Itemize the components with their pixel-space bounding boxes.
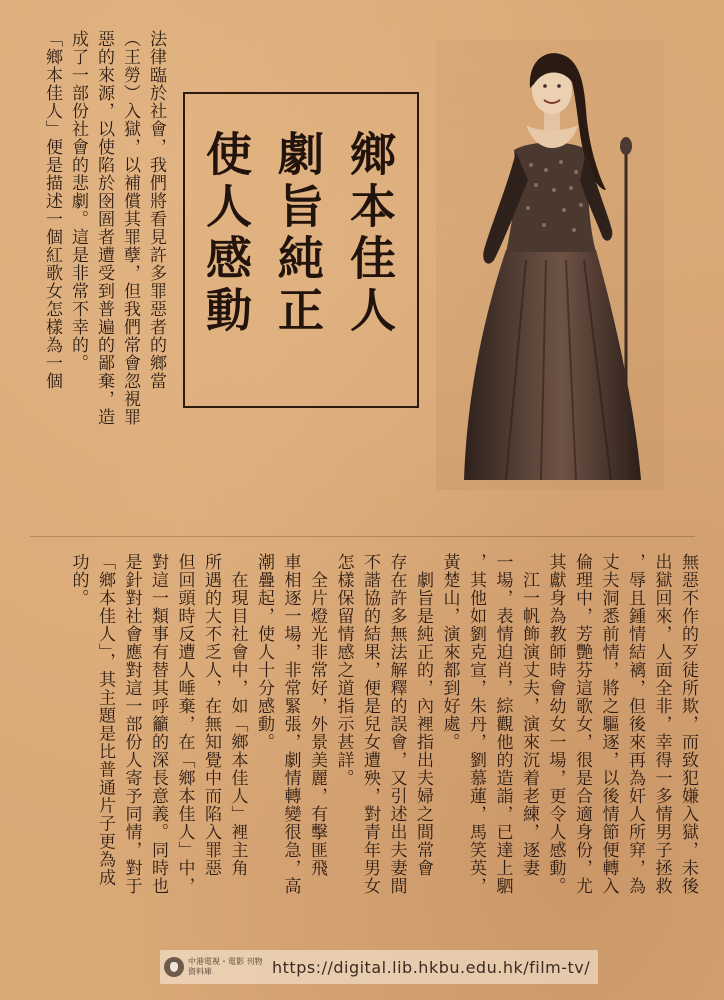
text-column: 出獄回來，人面全非，幸得一多情男子拯救 (651, 553, 672, 895)
text-column: 其獻身為教師時會幼女一場，更令人感動。 (545, 553, 566, 895)
text-column: 法律臨於社會，我們將看見許多罪惡者的鄉當 (146, 30, 166, 390)
text-column: 車相逐一場，非常緊張，劇情轉變很急，高 (280, 553, 301, 895)
text-column: 丈夫洞悉前情，將之驅逐，以後情節便轉入 (598, 553, 619, 895)
text-column: 惡的來源，以使陷於囹圄者遭受到普遍的鄙棄，造 (94, 30, 114, 426)
section-divider (30, 536, 695, 537)
watermark-org: 中港電視・電影 刊物資料庫 (188, 957, 263, 976)
title-line-2: 劇旨純正 (271, 130, 325, 338)
text-column: （王勞）入獄，以補償其罪孽，但我們常會忽視罪 (120, 30, 140, 426)
text-column: 「鄉本佳人」，其主題是比普通片子更為成 (95, 553, 115, 887)
text-column: 倫理中，芳艷芬這歌女，很是合適身份，尤 (572, 553, 592, 895)
text-column: 功的。 (68, 553, 89, 607)
title-line-1: 鄉本佳人 (343, 130, 397, 338)
text-column: 黃楚山，演來都到好處。 (439, 553, 460, 751)
title-box (183, 92, 419, 408)
text-column: 全片燈光非常好，外景美麗，有擊匪飛 (307, 553, 327, 877)
text-column: 所遇的大不乏人，在無知覺中而陷入罪惡 (201, 553, 221, 877)
text-column: 對這一類事有替其呼籲的深長意義。同時也 (148, 553, 168, 895)
text-column: 怎樣保留情感之道指示甚詳。 (333, 553, 354, 787)
text-column: 一場，表情迫肖，綜觀他的造詣，已達上駟 (492, 553, 513, 895)
text-column: 無惡不作的歹徒所欺，而致犯嫌入獄，未後 (678, 553, 698, 895)
text-column: ，其他如劉克宣，朱丹，劉慕蓮，馬笑英， (466, 553, 486, 895)
text-column: 是針對社會應對這一部份人寄予同情，對于 (121, 553, 142, 895)
text-column: 「鄉本佳人」便是描述一個紅歌女怎樣為一個 (42, 30, 62, 390)
text-column: 潮疊起，使人十分感動。 (254, 553, 274, 751)
text-column: 但回頭時反遭人唾棄，在「鄉本佳人」中， (174, 553, 195, 895)
text-column: 劇旨是純正的，內裡指出夫婦之間常會 (413, 553, 433, 877)
watermark (160, 950, 598, 984)
text-column: 不諧協的結果，便是兒女遭殃，對青年男女 (360, 553, 380, 895)
actress-photo (436, 40, 664, 490)
watermark-url[interactable]: https://digital.lib.hkbu.edu.hk/film-tv/ (272, 957, 591, 977)
title-line-3: 使人感動 (199, 130, 253, 338)
text-column: 在現目社會中，如「鄉本佳人」裡主角 (227, 553, 248, 877)
actress-photo-icon (436, 40, 664, 490)
text-column: 江一帆飾演丈夫，演來沉着老練，逐妻 (519, 553, 539, 877)
text-column: ，辱且鍾情結褵，但後來再為奸人所穽，為 (625, 553, 645, 895)
archive-logo-icon (164, 957, 184, 977)
text-column: 成了一部份社會的悲劇。這是非常不幸的。 (68, 30, 88, 372)
text-column: 存在許多無法解釋的誤會，又引述出夫妻間 (386, 553, 407, 895)
